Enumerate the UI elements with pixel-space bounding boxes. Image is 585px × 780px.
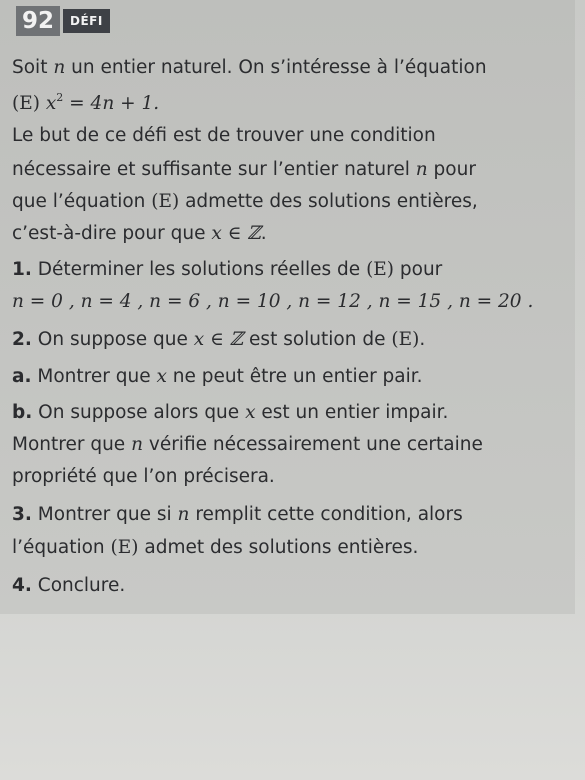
question-4: 4. Conclure. xyxy=(12,575,126,596)
goal-line-1: Le but de ce défi est de trouver une condition xyxy=(12,125,436,146)
exercise-tag: DÉFI xyxy=(63,9,110,33)
question-1-values: n = 0 , n = 4 , n = 6 , n = 10 , n = 12 , n = 15 , n = 20 . xyxy=(12,291,534,312)
question-2a: a. Montrer que x ne peut être un entier pair. xyxy=(12,366,423,387)
equation-E: (E) $x^2 = 4n + 1$. xyxy=(12,91,160,114)
question-2b-line-3: propriété que l’on précisera. xyxy=(12,466,275,487)
exercise-number: 92 xyxy=(16,6,60,36)
question-1: 1. Déterminer les solutions réelles de (E) pour xyxy=(12,259,443,280)
exercise-header xyxy=(16,6,110,36)
question-3-line-2: l’équation (E) admet des solutions entières. xyxy=(12,537,419,558)
question-3: 3. Montrer que si n remplit cette condition, alors xyxy=(12,504,463,525)
goal-line-4: c’est-à-dire pour que x ∈ ℤ. xyxy=(12,223,267,244)
question-2: 2. On suppose que x ∈ ℤ est solution de (E). xyxy=(12,329,426,350)
goal-line-3: que l’équation (E) admette des solutions entières, xyxy=(12,191,478,212)
question-2b: b. On suppose alors que x est un entier impair. xyxy=(12,402,449,423)
goal-line-2: nécessaire et suffisante sur l’entier naturel n pour xyxy=(12,159,476,180)
question-2b-line-2: Montrer que n vérifie nécessairement une certaine xyxy=(12,434,483,455)
intro-line-1: Soit n un entier naturel. On s’intéresse à l’équation xyxy=(12,57,487,78)
